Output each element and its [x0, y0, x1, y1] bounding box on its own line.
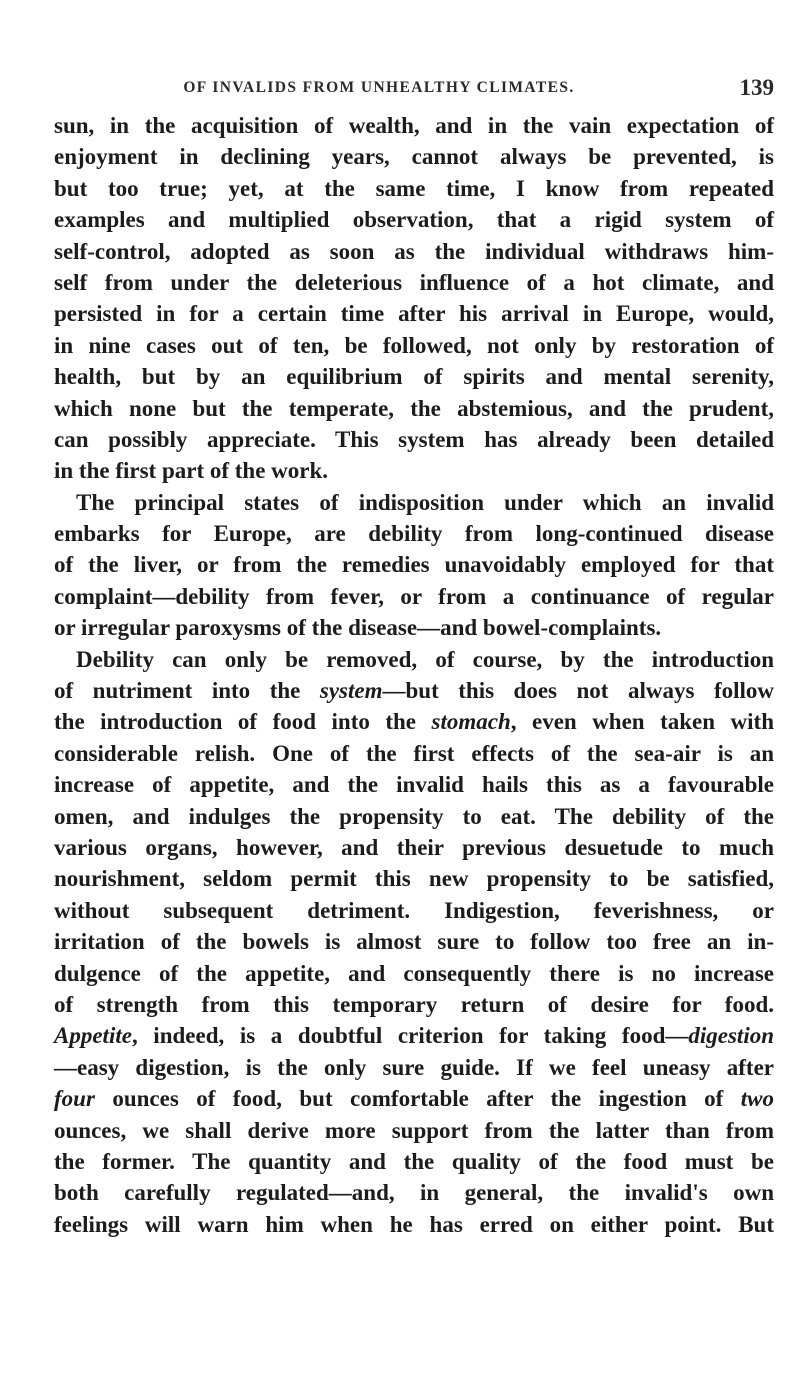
- text-segment: of nutriment into the: [54, 678, 320, 704]
- text-line: can possibly appreciate. This system has already been detailed: [54, 426, 774, 452]
- italic-word: stomach: [431, 709, 511, 735]
- text-line: both carefully regulated—and, in general, the invalid's own: [54, 1180, 774, 1206]
- text-line: sun, in the acquisition of wealth, and in the vain expectation of: [54, 113, 774, 138]
- text-line: of the liver, or from the remedies unavoidably employed for that: [54, 552, 774, 578]
- italic-word: four: [54, 1086, 95, 1112]
- body-text: [54, 110, 774, 1240]
- text-line: increase of appetite, and the invalid hails this as a favourable: [54, 772, 774, 798]
- text-line: in the first part of the work.: [54, 458, 329, 484]
- text-line-with-italic: [54, 706, 774, 737]
- text-segment: ounces of food, but comfortable after the ingestion of: [94, 1086, 741, 1112]
- text-line-with-italic: [54, 1083, 774, 1114]
- text-line: but too true; yet, at the same time, I know from repeated: [54, 175, 774, 201]
- text-line: or irregular paroxysms of the disease—and bowel-complaints.: [54, 615, 662, 641]
- text-line: self from under the deleterious influence of a hot climate, and: [54, 269, 774, 295]
- text-segment: , even when taken with: [510, 709, 774, 735]
- text-line: feelings will warn him when he has erred on either point. But: [54, 1211, 774, 1237]
- text-line: ounces, we shall derive more support from the latter than from: [54, 1117, 774, 1143]
- text-segment: the introduction of food into the: [54, 709, 432, 735]
- text-line: the former. The quantity and the quality of the food must be: [54, 1148, 774, 1174]
- paragraph-start: Debility can only be removed, of course, by the introduction: [76, 646, 774, 672]
- italic-word: Appetite: [54, 1023, 132, 1049]
- text-line: persisted in for a certain time after his arrival in Europe, would,: [54, 301, 774, 327]
- text-segment: —but this does not always follow: [382, 678, 774, 704]
- running-title: OF INVALIDS FROM UNHEALTHY CLIMATES.: [183, 79, 575, 96]
- text-line: —easy digestion, is the only sure guide. If we feel uneasy after: [54, 1054, 774, 1080]
- text-line: examples and multiplied observation, that a rigid system of: [54, 207, 774, 233]
- text-line: health, but by an equilibrium of spirits and mental serenity,: [54, 364, 774, 390]
- text-line: embarks for Europe, are debility from long-continued disease: [54, 521, 774, 547]
- text-line: without subsequent detriment. Indigestion, feverishness, or: [54, 897, 774, 923]
- text-line: considerable relish. One of the first effects of the sea-air is an: [54, 740, 774, 766]
- italic-word: system: [319, 678, 383, 704]
- text-line: self-control, adopted as soon as the individual withdraws him-: [54, 238, 774, 264]
- page-header: [54, 75, 774, 105]
- page-number: 139: [739, 75, 774, 100]
- text-line: irritation of the bowels is almost sure to follow too free an in-: [54, 929, 774, 955]
- text-line: nourishment, seldom permit this new propensity to be satisfied,: [54, 866, 774, 892]
- text-line: dulgence of the appetite, and consequently there is no increase: [54, 960, 774, 986]
- text-segment: , indeed, is a doubtful criterion for taking food—: [131, 1023, 689, 1049]
- text-line: omen, and indulges the propensity to eat. The debility of the: [54, 803, 774, 829]
- text-line: of strength from this temporary return of desire for food.: [54, 991, 774, 1017]
- text-line: in nine cases out of ten, be followed, not only by restoration of: [54, 332, 774, 358]
- text-line-with-italic: [54, 1020, 774, 1051]
- paragraph-start: The principal states of indisposition under which an invalid: [76, 489, 774, 515]
- text-line: which none but the temperate, the abstemious, and the prudent,: [54, 395, 774, 421]
- italic-word: digestion: [688, 1023, 774, 1049]
- text-line: enjoyment in declining years, cannot always be prevented, is: [54, 144, 774, 170]
- text-line: complaint—debility from fever, or from a continuance of regular: [54, 583, 774, 609]
- text-line-with-italic: [54, 675, 774, 706]
- text-line: various organs, however, and their previous desuetude to much: [54, 834, 774, 860]
- italic-word: two: [740, 1086, 774, 1112]
